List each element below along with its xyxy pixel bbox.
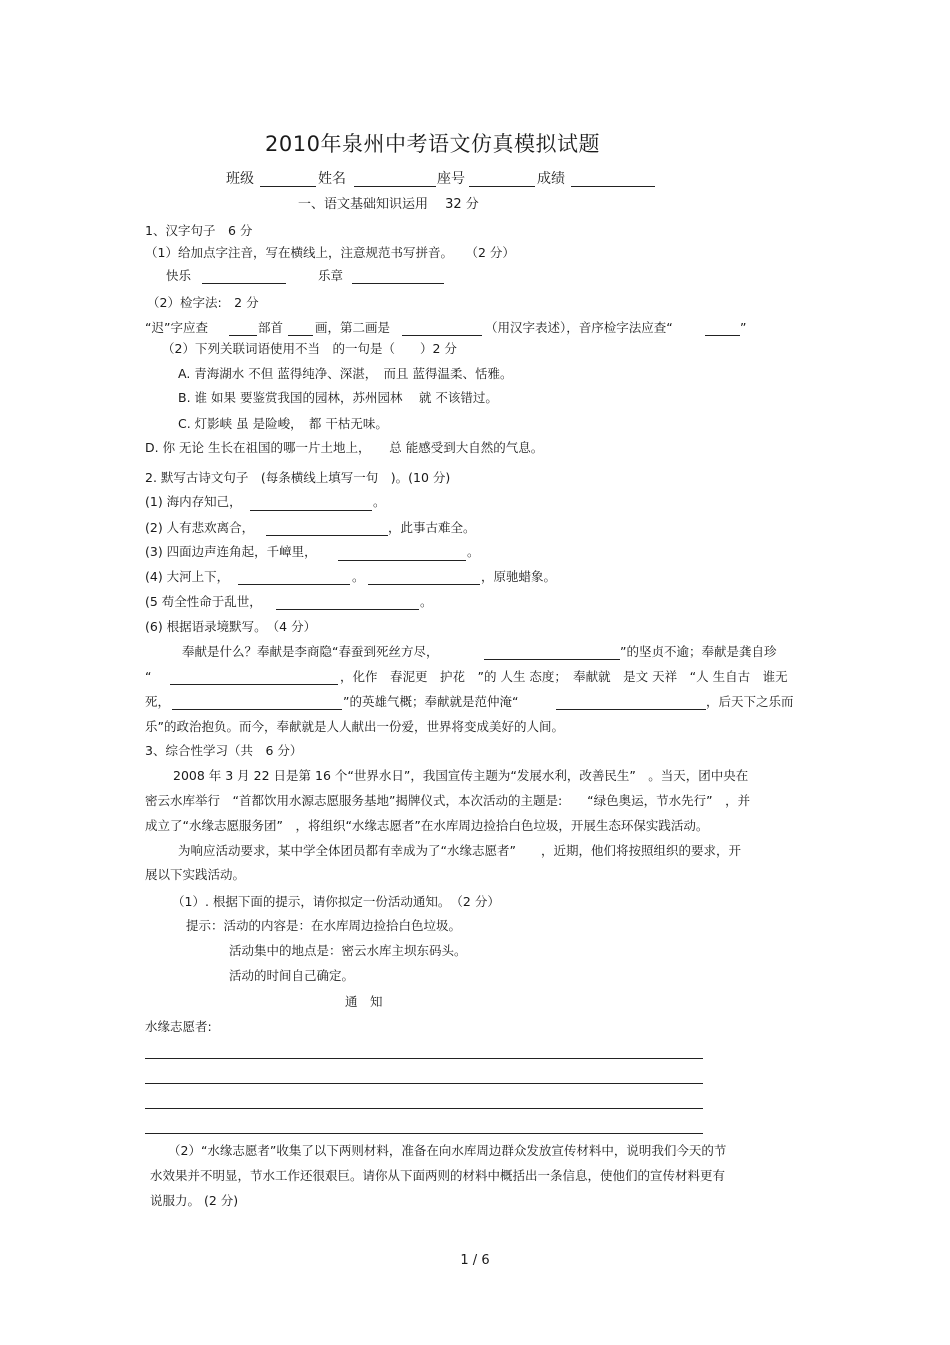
q2-blank-1[interactable] [250,510,372,511]
q2-line5-end: 。 [420,594,433,609]
q2-blank-4a[interactable] [238,584,350,585]
chi-text-c: 画，第二画是 [315,320,391,335]
notice-writing-line-2[interactable] [145,1083,703,1084]
q2-blank-5[interactable] [276,609,419,610]
hint-3: 活动的时间自己确定。 [229,968,355,983]
q3-para2: 密云水库举行 “首都饮用水源志愿服务基地”揭牌仪式，本次活动的主题是: “绿色奥运，节水先行” ，并 [145,793,751,808]
q3-sub2-line2: 水效果并不明显，节水工作还很艰巨。请你从下面两则的材料中概括出一条信息，使他们的宣传材料更有 [150,1168,726,1183]
q3-para1: 2008 年 3 月 22 日是第 16 个“世界水日”，我国宣传主题为“发展水利，改善民生” 。当天，团中央在 [173,768,749,783]
q2-blank-3[interactable] [338,560,466,561]
q1-sub1: （1）给加点字注音，写在横线上，注意规范书写拼音。 （2 分） [145,245,515,260]
q2-line4-mid: 。 [352,569,365,584]
chi-text-a: “迟”字应查 [145,320,208,335]
q2-para4: 乐”的政治抱负。而今，奉献就是人人献出一份爱，世界将变成美好的人间。 [145,719,564,734]
section-heading: 一、语文基础知识运用 32 分 [298,197,479,212]
score-label: 成绩 [537,171,565,187]
hint-1: 提示：活动的内容是：在水库周边捡拾白色垃圾。 [186,918,462,933]
q3-para5: 展以下实践活动。 [145,867,246,882]
hint-2: 活动集中的地点是：密云水库主坝东码头。 [229,943,467,958]
q2-line2-end: ，此事古难全。 [388,520,476,535]
chi-text-d: （用汉字表述），音序检字法应查“ [485,320,673,335]
q2-line6: (6) 根据语录境默写。 （4 分） [145,619,317,634]
notice-title: 通 知 [345,994,383,1009]
q2-blank-4b[interactable] [368,584,480,585]
pinyin-field-2[interactable] [352,283,444,284]
q2-para3-a: 死， [145,694,171,709]
q2-para1-b: ”的坚贞不逾；奉献是龚自珍 [620,644,777,659]
q2-para3-c: ，后天下之乐而 [706,694,794,709]
option-b[interactable]: B. 谁 如果 要鉴赏我国的园林，苏州园林 就 不该错过。 [178,390,498,405]
q2-para3-b: ”的英雄气概；奉献就是范仲淹“ [343,694,519,709]
q3-para3: 成立了“水缘志愿服务团” ，将组织“水缘志愿者”在水库周边捡拾白色垃圾，开展生态环保实践活动。 [145,818,709,833]
q2-blank-6a[interactable] [484,659,620,660]
word-kuaile: 快乐 [166,268,192,283]
notice-writing-line-3[interactable] [145,1108,703,1109]
chi-text-b: 部首 [258,320,284,335]
option-a[interactable]: A. 青海湖水 不但 蓝得纯净、深湛， 而且 蓝得温柔、恬雅。 [178,366,513,381]
q1-heading: 1、汉字句子 6 分 [145,223,253,238]
phonetic-index-field[interactable] [705,335,740,336]
notice-writing-line-1[interactable] [145,1058,703,1059]
q3-sub2-line1: （2）“水缘志愿者”收集了以下两则材料，准备在向水库周边群众发放宣传材料中，说明我们今天的节 [168,1143,727,1158]
q3-heading: 3、综合性学习（共 6 分） [145,743,303,758]
class-field[interactable] [260,186,316,187]
q2-line1-end: 。 [373,494,386,509]
q1-sub3: （2）下列关联词语使用不当 的一句是（ ）2 分 [162,341,457,356]
seat-label: 座号 [437,171,465,187]
q2-blank-2[interactable] [266,535,388,536]
q1-sub2: （2）检字法: 2 分 [147,295,259,310]
class-label: 班级 [226,171,254,187]
q2-line3-text: (3) 四面边声连角起，千嶂里， [145,544,317,559]
q2-line1-text: (1) 海内存知己， [145,494,242,509]
radical-field[interactable] [229,335,257,336]
q2-para1-a: 奉献是什么？奉献是李商隐“春蚕到死丝方尽， [182,644,439,659]
notice-recipient: 水缘志愿者: [145,1019,212,1034]
option-d[interactable]: D. 你 无论 生长在祖国的哪一片土地上， 总 能感受到大自然的气息。 [145,440,544,455]
q2-line5-text: (5 苟全性命于乱世， [145,594,262,609]
q2-line3-end: 。 [467,544,480,559]
page-number: 1 / 6 [460,1253,490,1268]
strokes-field[interactable] [288,335,313,336]
pinyin-field-1[interactable] [202,283,286,284]
q2-para2-b: ，化作 春泥更 护花 ”的 人生 态度； 奉献就 是文 天祥 “人 生自古 谁无 [340,669,788,684]
q2-blank-6d[interactable] [556,709,706,710]
chi-text-e: ” [740,320,747,335]
q3-para4: 为响应活动要求，某中学全体团员都有幸成为了“水缘志愿者” ，近期，他们将按照组织的要求，开 [178,843,741,858]
page-title: 2010年泉州中考语文仿真模拟试题 [265,132,600,156]
word-yuezhang: 乐章 [318,268,344,283]
q2-line4-end: ，原驰蜡象。 [481,569,557,584]
q2-heading: 2. 默写古诗文句子 (每条横线上填写一句 )。(10 分) [145,470,451,485]
q3-sub1: （1）. 根据下面的提示，请你拟定一份活动通知。 （2 分） [172,894,500,909]
score-field[interactable] [571,186,655,187]
q2-para2-a: “ [145,669,152,684]
q2-blank-6c[interactable] [172,709,342,710]
q2-line4-text: (4) 大河上下， [145,569,230,584]
seat-field[interactable] [469,186,535,187]
q2-blank-6b[interactable] [170,684,338,685]
name-label: 姓名 [318,171,346,187]
option-c[interactable]: C. 灯影峡 虽 是险峻， 都 干枯无味。 [178,416,388,431]
q3-sub2-line3: 说服力。 (2 分) [150,1193,239,1208]
name-field[interactable] [354,186,436,187]
notice-writing-line-4[interactable] [145,1133,703,1134]
q2-line2-text: (2) 人有悲欢离合， [145,520,255,535]
second-stroke-field[interactable] [402,335,482,336]
